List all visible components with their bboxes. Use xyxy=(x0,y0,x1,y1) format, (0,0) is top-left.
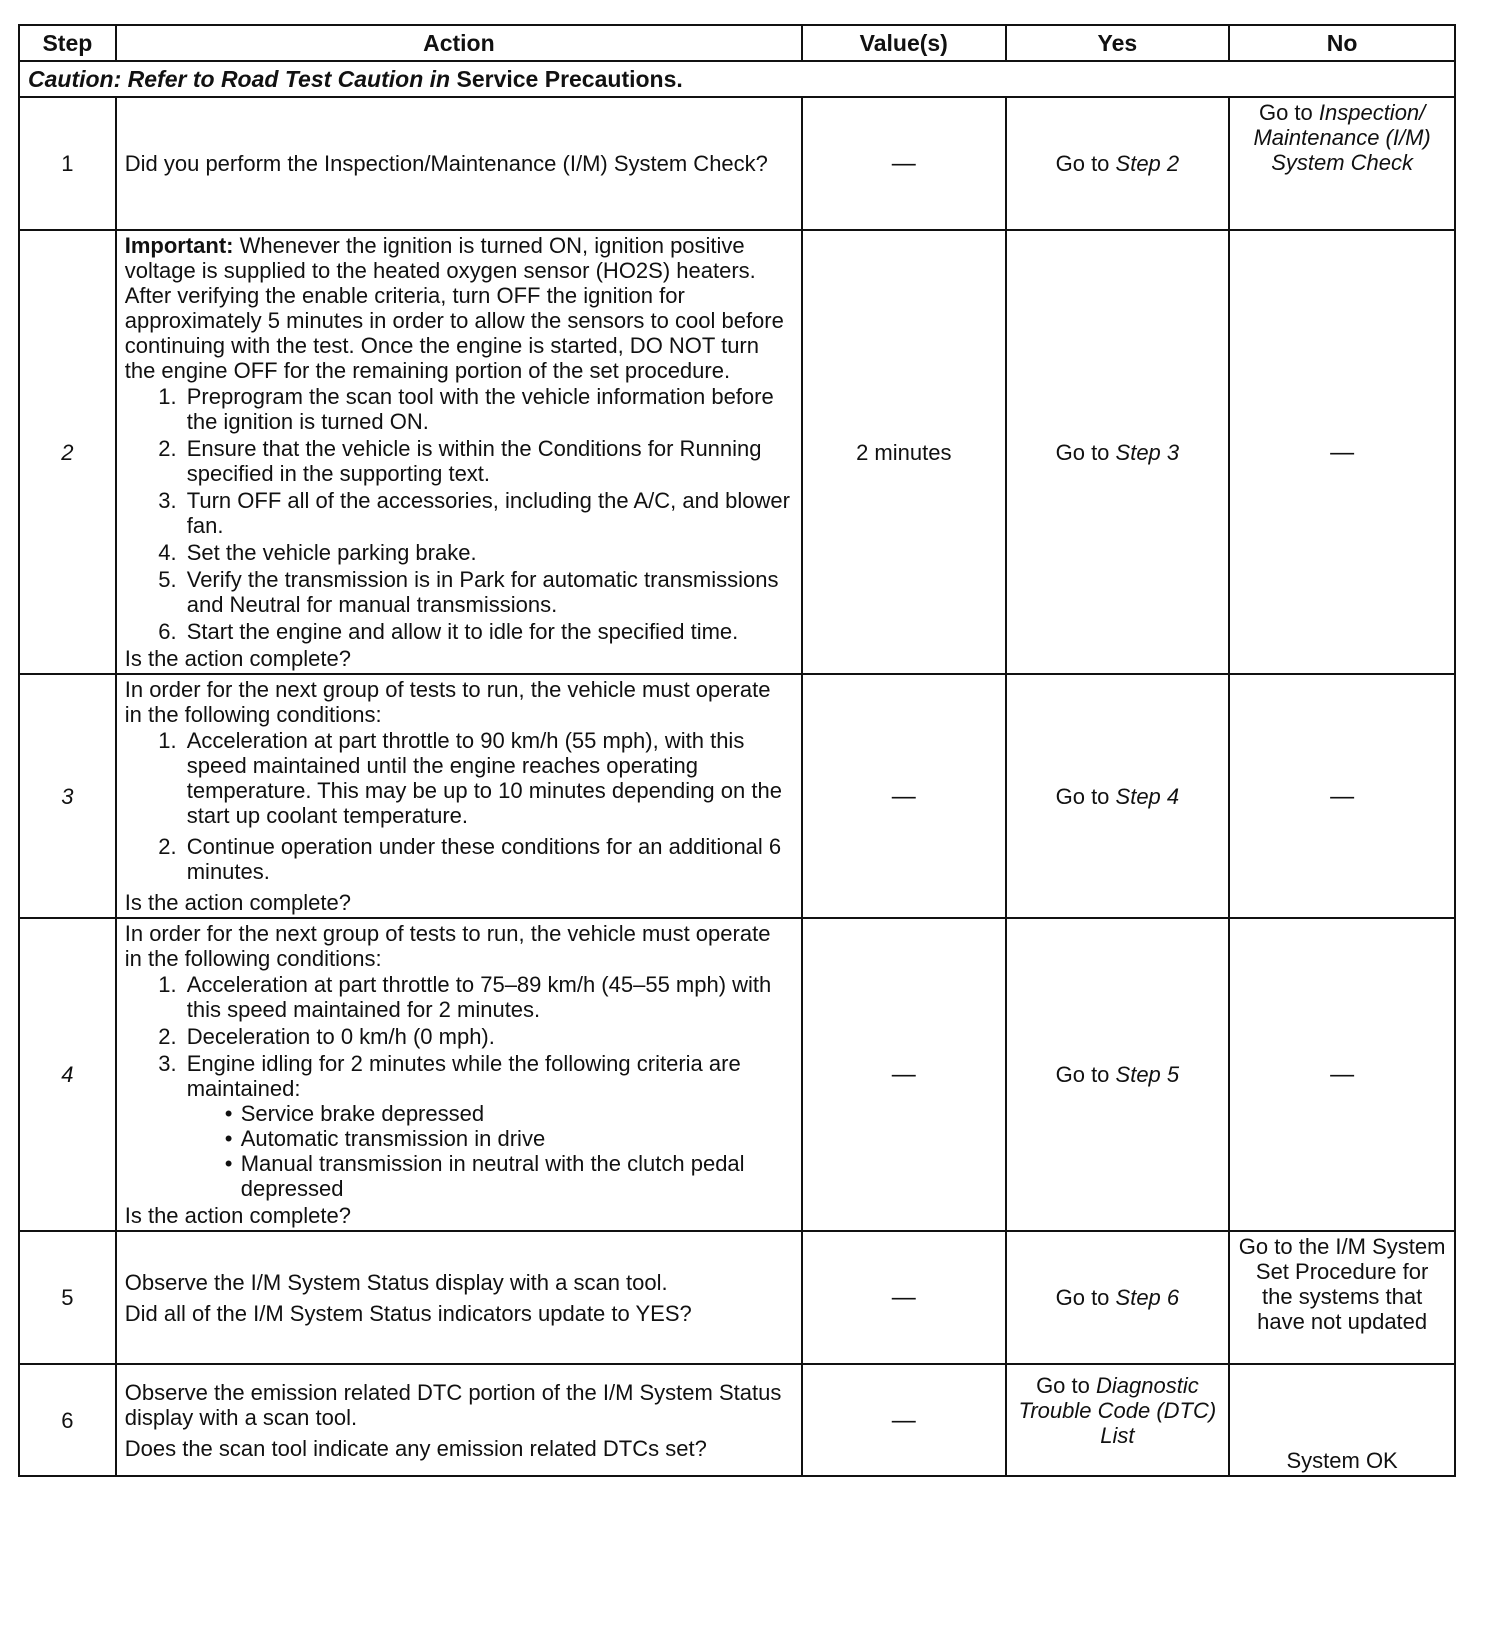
yes-prefix: Go to xyxy=(1036,1373,1096,1398)
action-cell xyxy=(116,1231,802,1364)
action-cell xyxy=(116,230,802,674)
yes-prefix: Go to xyxy=(1055,151,1116,176)
list-item: 3. Turn OFF all of the accessories, including the A/C, and blower fan. xyxy=(183,488,793,538)
list-item: 1. Acceleration at part throttle to 90 km/h (55 mph), with this speed maintained until the engine reaches operating temperature. This may be up to 10 minutes depending on the start up coolant temperature. xyxy=(183,728,793,828)
list-item: 2. Deceleration to 0 km/h (0 mph). xyxy=(183,1024,793,1049)
list-item: 6. Start the engine and allow it to idle for the specified time. xyxy=(183,619,793,644)
list-item: 1. Preprogram the scan tool with the vehicle information before the ignition is turned ON. xyxy=(183,384,793,434)
no-cell[interactable]: Go to the I/M System Set Procedure for the systems that have not updated xyxy=(1229,1231,1455,1364)
list-item: 5. Verify the transmission is in Park for automatic transmissions and Neutral for manual transmissions. xyxy=(183,567,793,617)
yes-link-dtc-list[interactable]: Diagnostic Trouble Code (DTC) List xyxy=(1018,1373,1217,1448)
value-text: — xyxy=(891,150,916,177)
value-cell xyxy=(802,97,1006,230)
action-question: Did all of the I/M System Status indicators update to YES? xyxy=(124,1300,692,1326)
step-number: 1 xyxy=(19,97,116,230)
value-cell xyxy=(802,1364,1006,1476)
diagnostic-table xyxy=(18,24,1456,1477)
step-number: 6 xyxy=(19,1364,116,1476)
procedure-list xyxy=(125,728,793,884)
yes-link-step-3[interactable]: Step 3 xyxy=(1115,439,1180,465)
important-text: Whenever the ignition is turned ON, ignition positive voltage is supplied to the heated oxygen sensor (HO2S) heaters. After verifying the enable criteria, turn OFF the ignition for approximately 5 minutes in order to allow the sensors to cool before continuing with the test. Once the engine is started, DO NOT turn the engine OFF for the remaining portion of the set procedure. xyxy=(124,233,784,383)
step-number: 3 xyxy=(19,674,116,918)
list-item: 2. Continue operation under these conditions for an additional 6 minutes. xyxy=(183,834,793,884)
no-text: — xyxy=(1330,438,1355,466)
value-cell xyxy=(802,1231,1006,1364)
caution-row xyxy=(19,61,1455,97)
action-question: Did you perform the Inspection/Maintenance (I/M) System Check? xyxy=(124,151,768,176)
criteria-list xyxy=(187,1101,793,1201)
value-text: — xyxy=(891,1284,916,1311)
no-prefix: Go to xyxy=(1258,100,1319,125)
value-cell xyxy=(802,674,1006,918)
important-label: Important: xyxy=(124,233,234,258)
bullet-item: • Manual transmission in neutral with the clutch pedal depressed xyxy=(225,1151,793,1201)
header-step: Step xyxy=(19,25,116,61)
action-intro: Observe the I/M System Status display with a scan tool. xyxy=(124,1269,668,1295)
step-number: 5 xyxy=(19,1231,116,1364)
action-intro: Observe the emission related DTC portion of the I/M System Status display with a scan tool. xyxy=(124,1379,782,1430)
no-text: — xyxy=(1330,782,1355,810)
value-text: — xyxy=(891,1061,916,1088)
value-cell xyxy=(802,918,1006,1231)
header-values: Value(s) xyxy=(802,25,1006,61)
no-text: — xyxy=(1330,1061,1355,1088)
action-cell xyxy=(116,97,802,230)
yes-link-step-6[interactable]: Step 6 xyxy=(1115,1285,1180,1310)
yes-link-step-4[interactable]: Step 4 xyxy=(1115,783,1180,809)
header-yes: Yes xyxy=(1006,25,1230,61)
action-question: Is the action complete? xyxy=(124,890,351,915)
action-cell xyxy=(116,918,802,1231)
action-question: Is the action complete? xyxy=(124,646,351,671)
header-no: No xyxy=(1229,25,1455,61)
caution-link[interactable]: Service Precautions. xyxy=(456,65,683,92)
table-row-step-3 xyxy=(19,674,1455,918)
list-item: 4. Set the vehicle parking brake. xyxy=(183,540,793,565)
yes-prefix: Go to xyxy=(1055,783,1116,809)
step-number: 2 xyxy=(19,230,116,674)
table-row-step-6 xyxy=(19,1364,1455,1476)
table-row-step-5 xyxy=(19,1231,1455,1364)
yes-cell xyxy=(1006,1231,1230,1364)
procedure-list xyxy=(125,972,793,1201)
yes-link-step-2[interactable]: Step 2 xyxy=(1115,151,1180,176)
action-question: Does the scan tool indicate any emission related DTCs set? xyxy=(124,1435,707,1461)
no-cell: System OK xyxy=(1229,1364,1455,1476)
procedure-list xyxy=(125,384,793,644)
yes-cell xyxy=(1006,97,1230,230)
yes-prefix: Go to xyxy=(1055,439,1116,465)
caution-note xyxy=(19,61,1455,97)
value-cell: 2 minutes xyxy=(802,230,1006,674)
action-intro: In order for the next group of tests to run, the vehicle must operate in the following conditions: xyxy=(124,677,771,727)
yes-cell xyxy=(1006,1364,1230,1476)
list-item: 1. Acceleration at part throttle to 75–89 km/h (45–55 mph) with this speed maintained for 2 minutes. xyxy=(183,972,793,1022)
no-cell xyxy=(1229,918,1455,1231)
important-note xyxy=(125,233,793,383)
action-question: Is the action complete? xyxy=(124,1203,351,1228)
no-cell xyxy=(1229,230,1455,674)
value-text: — xyxy=(891,1406,916,1434)
step-number: 4 xyxy=(19,918,116,1231)
caution-prefix: Caution: Refer to Road Test Caution in xyxy=(28,65,457,92)
value-text: — xyxy=(891,782,916,810)
yes-cell xyxy=(1006,230,1230,674)
table-row-step-4 xyxy=(19,918,1455,1231)
header-action: Action xyxy=(116,25,802,61)
action-intro: In order for the next group of tests to run, the vehicle must operate in the following conditions: xyxy=(124,921,771,971)
yes-cell xyxy=(1006,918,1230,1231)
table-row-step-2 xyxy=(19,230,1455,674)
action-cell xyxy=(116,674,802,918)
no-link-im-system-check[interactable]: Inspection/ Maintenance (I/M) System Check xyxy=(1253,100,1431,175)
no-cell xyxy=(1229,97,1455,230)
yes-link-step-5[interactable]: Step 5 xyxy=(1115,1062,1180,1087)
list-item-text: Engine idling for 2 minutes while the following criteria are maintained: xyxy=(186,1051,741,1101)
bullet-item: • Service brake depressed xyxy=(225,1101,793,1126)
yes-prefix: Go to xyxy=(1055,1285,1116,1310)
list-item: 2. Ensure that the vehicle is within the Conditions for Running specified in the supporting text. xyxy=(183,436,793,486)
yes-prefix: Go to xyxy=(1055,1062,1116,1087)
list-item xyxy=(183,1051,793,1201)
yes-cell xyxy=(1006,674,1230,918)
action-cell xyxy=(116,1364,802,1476)
no-cell xyxy=(1229,674,1455,918)
header-row xyxy=(19,25,1455,61)
table-row-step-1 xyxy=(19,97,1455,230)
bullet-item: • Automatic transmission in drive xyxy=(225,1126,793,1151)
